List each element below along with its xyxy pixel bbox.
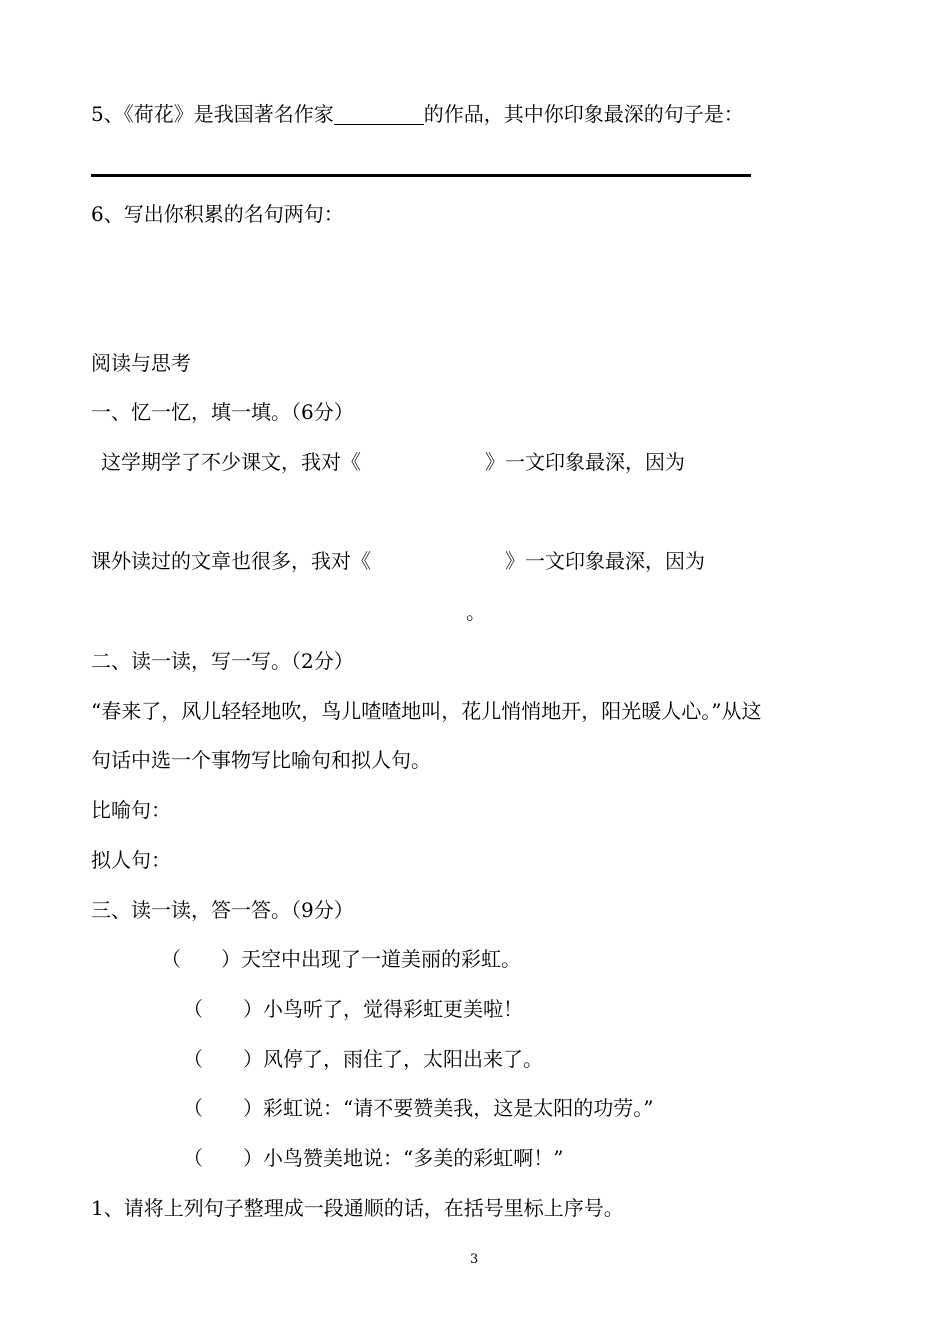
page-number: 3 [470, 1252, 479, 1267]
question-5-text-after: 的作品，其中你印象最深的句子是： [423, 102, 744, 126]
part-3-question-1: 1、请将上列句子整理成一段通顺的话，在括号里标上序号。 [91, 1196, 624, 1220]
sentence-text: 天空中出现了一道美丽的彩虹。 [241, 947, 521, 971]
title-blank-2[interactable] [371, 550, 505, 572]
title-blank-1[interactable] [361, 451, 485, 473]
sentence-item [183, 1045, 543, 1073]
order-bracket[interactable]: （ ） [183, 1047, 263, 1071]
part-1-title: 一、忆一忆，填一填。（6分） [91, 400, 354, 424]
part-1-line-1 [101, 448, 685, 476]
question-5-text-before: 5、《荷花》是我国著名作家 [91, 102, 334, 126]
sentence-item [183, 1144, 563, 1172]
part-2-quote-line-2: 句话中选一个事物写比喻句和拟人句。 [91, 748, 431, 772]
part-1-period: 。 [466, 600, 486, 624]
part-2-quote-line-1: “春来了，风儿轻轻地吹，鸟儿喳喳地叫，花儿悄悄地开，阳光暖人心。”从这 [91, 699, 762, 723]
part-1-line-2 [91, 547, 705, 575]
order-bracket[interactable]: （ ） [183, 1096, 263, 1120]
sentence-text: 小鸟听了，觉得彩虹更美啦！ [263, 997, 523, 1021]
question-5 [91, 100, 744, 128]
answer-line-q5[interactable] [91, 174, 751, 177]
sentence-text: 小鸟赞美地说：“多美的彩虹啊！” [263, 1146, 564, 1170]
sentence-item [183, 1094, 653, 1122]
part-1-line-2-after: 》一文印象最深，因为 [505, 549, 705, 573]
simile-label: 比喻句： [91, 798, 171, 822]
personification-label: 拟人句： [91, 848, 171, 872]
part-2-title: 二、读一读，写一写。（2分） [91, 649, 354, 673]
part-1-line-1-before: 这学期学了不少课文，我对《 [101, 450, 361, 474]
author-blank[interactable] [334, 102, 424, 125]
reason-blank-1[interactable] [91, 490, 851, 530]
part-1-line-1-after: 》一文印象最深，因为 [485, 450, 685, 474]
question-6: 6、写出你积累的名句两句： [91, 202, 344, 226]
order-bracket[interactable]: （ ） [161, 947, 241, 971]
order-bracket[interactable]: （ ） [183, 997, 263, 1021]
part-1-line-2-before: 课外读过的文章也很多，我对《 [91, 549, 371, 573]
order-bracket[interactable]: （ ） [183, 1146, 263, 1170]
sentence-item [183, 995, 523, 1023]
sentence-item [161, 945, 521, 973]
sentence-text: 风停了，雨住了，太阳出来了。 [263, 1047, 543, 1071]
sentence-text: 彩虹说：“请不要赞美我，这是太阳的功劳。” [263, 1096, 654, 1120]
answer-area-q6[interactable] [91, 240, 851, 330]
part-3-title: 三、读一读，答一答。（9分） [91, 898, 354, 922]
section-heading: 阅读与思考 [91, 351, 191, 375]
